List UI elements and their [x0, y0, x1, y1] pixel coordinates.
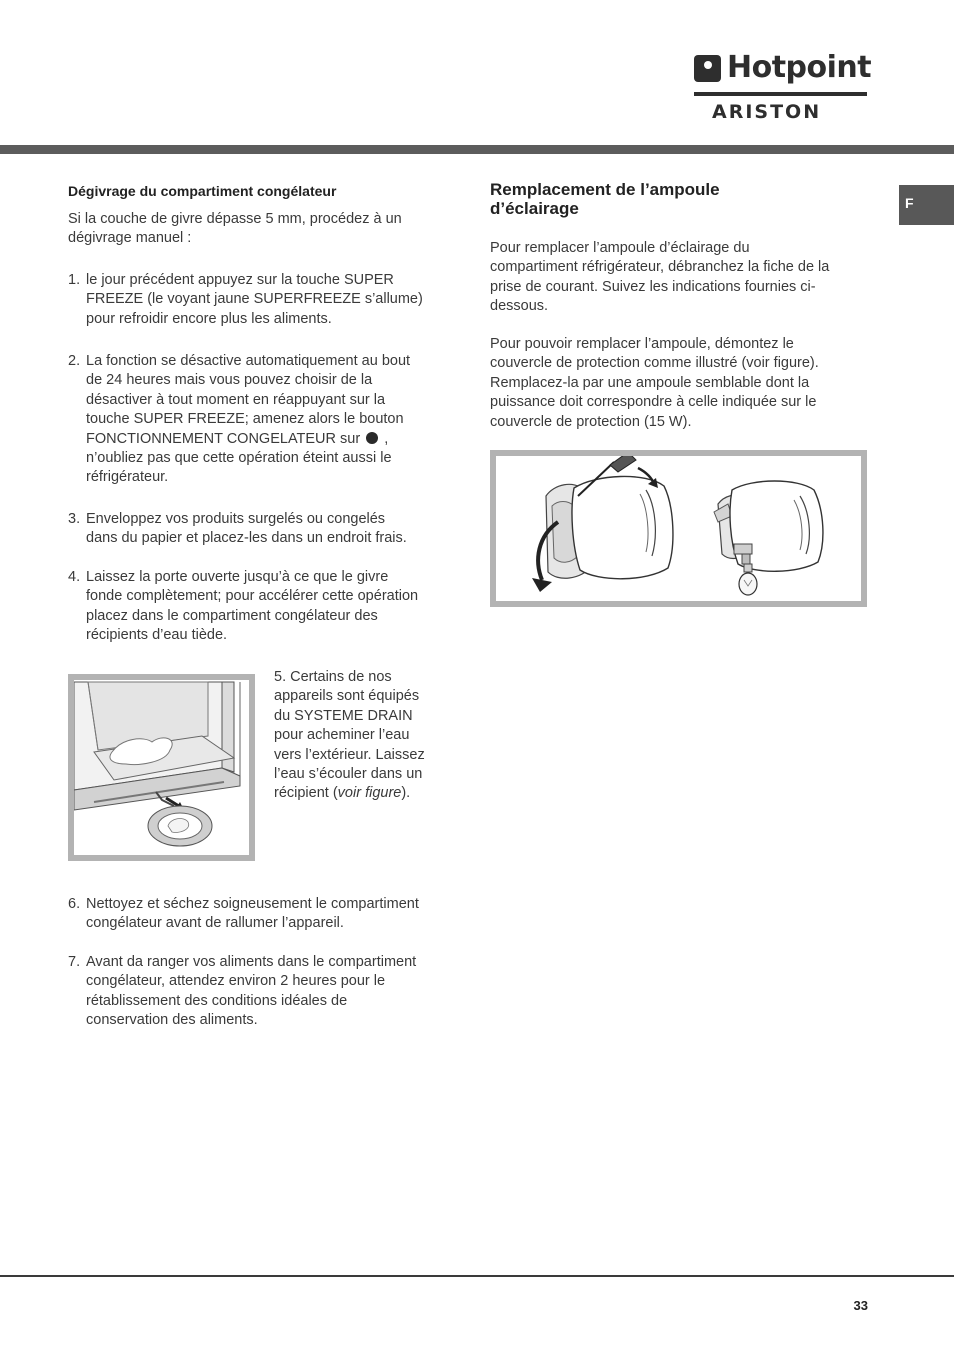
list-item-number: 1.: [68, 272, 81, 288]
list-item-number: 7.: [68, 954, 81, 970]
list-item-number: 3.: [68, 511, 81, 527]
footer-rule: [0, 1275, 954, 1277]
list-item-text: Avant da ranger vos aliments dans le compartiment congélateur, attendez environ 2 heures pour le rétablissement des conditions idéales de conservation des aliments.: [86, 954, 417, 1029]
drain-figure: [68, 674, 255, 861]
list-item: [68, 953, 448, 1033]
list-item: [68, 568, 448, 648]
list-item: [68, 510, 448, 550]
header-band: [0, 145, 954, 154]
section-heading-bulb: Remplacement de l’ampoule d’éclairage: [490, 180, 720, 218]
bulb-paragraph-2: Pour pouvoir remplacer l’ampoule, démontez le couvercle de protection comme illustré (voir figure). Remplacez-la par une ampoule semblable dont la puissance doit correspondre à celle indiquée sur le couvercle de protection (15 W).: [490, 336, 819, 430]
step5-text-end: ).: [401, 785, 411, 802]
brand-divider: [694, 92, 867, 96]
list-item-number: 6.: [68, 896, 81, 912]
defrost-intro: Si la couche de givre dépasse 5 mm, procédez à un dégivrage manuel :: [68, 211, 402, 247]
list-item-text: Nettoyez et séchez soigneusement le compartiment congélateur avant de rallumer l’appareil.: [86, 896, 419, 932]
step5-text: [274, 668, 454, 804]
freezer-drain-illustration: [74, 680, 249, 855]
off-position-dot-icon: [366, 432, 378, 444]
language-tab-label: F: [905, 195, 914, 211]
list-item-text: [86, 352, 410, 488]
list-item: [68, 352, 448, 492]
step5-text-main: 5. Certains de nos appareils sont équipés du SYSTEME DRAIN pour acheminer l’eau vers l’extérieur. Laissez l’eau s’écouler dans un récipient (: [274, 669, 425, 802]
section-heading-defrost: Dégivrage du compartiment congélateur: [68, 183, 337, 199]
list-item-text: le jour précédent appuyez sur la touche SUPER FREEZE (le voyant jaune SUPERFREEZE s’allume) pour refroidir encore plus les aliments.: [86, 272, 423, 327]
list-item-text-part: , n’oubliez pas que cette opération éteint aussi le réfrigérateur.: [86, 430, 392, 486]
language-tab: [899, 185, 954, 225]
list-item-number: 4.: [68, 569, 81, 585]
brand-subname: ARISTON: [712, 101, 822, 123]
list-item-number: 2.: [68, 353, 81, 369]
bulb-paragraph-1: Pour remplacer l’ampoule d’éclairage du compartiment réfrigérateur, débranchez la fiche de la prise de courant. Suivez les indications fournies ci- dessous.: [490, 240, 830, 315]
list-item-text-part: La fonction se désactive automatiquement au bout de 24 heures mais vous pouvez choisir de la désactiver à tout moment en réappuyant sur la touche SUPER FREEZE; amenez alors le bouton FONCTIONNEMENT CONGELATEUR sur: [86, 353, 411, 447]
list-item: [68, 271, 448, 331]
brand-name: Hotpoint: [727, 50, 872, 85]
bulb-figure: [490, 450, 867, 607]
list-item: [68, 895, 448, 935]
page-number: 33: [853, 1298, 868, 1313]
bulb-replacement-illustration: [496, 456, 861, 601]
list-item-text: Enveloppez vos produits surgelés ou congelés dans du papier et placez-les dans un endroit frais.: [86, 511, 407, 547]
brand-logo: [694, 50, 872, 126]
brand-mark-icon: [694, 55, 721, 82]
list-item-text: Laissez la porte ouverte jusqu’à ce que le givre fonde complètement; pour accélérer cette opération placez dans le compartiment congélateur des récipients d’eau tiède.: [86, 569, 419, 644]
step5-figure-reference: voir figure: [337, 785, 402, 802]
